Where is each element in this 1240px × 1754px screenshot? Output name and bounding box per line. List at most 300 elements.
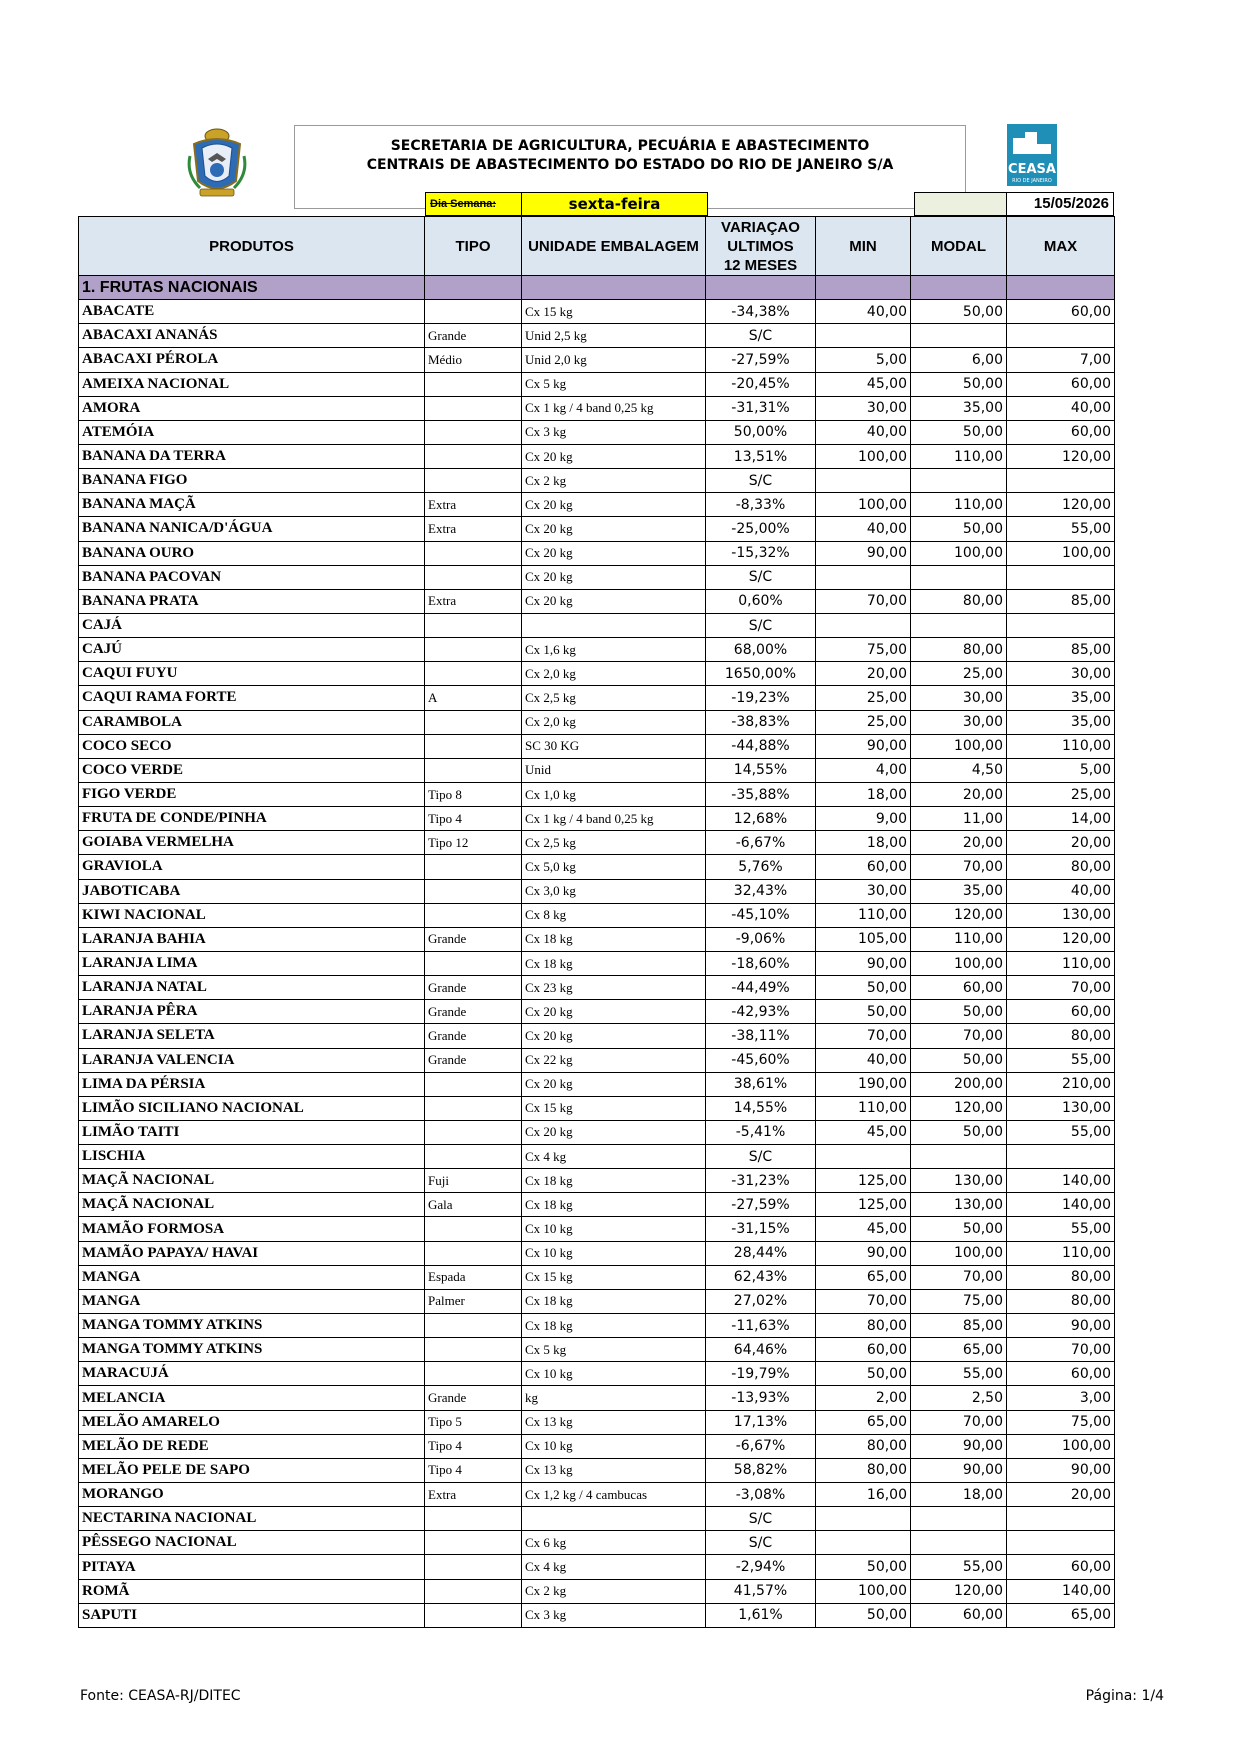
product-type: Tipo 4 (425, 1458, 522, 1482)
variation-12-months: -2,94% (706, 1555, 816, 1579)
product-unit: Cx 20 kg (522, 1120, 706, 1144)
variacao-header-line-1: VARIAÇAO (721, 218, 800, 236)
product-name: PÊSSEGO NACIONAL (79, 1531, 425, 1555)
price-max: 110,00 (1007, 951, 1115, 975)
table-header-row (79, 217, 1115, 276)
price-min: 2,00 (816, 1386, 911, 1410)
table-row (79, 1507, 1115, 1531)
price-modal (911, 1531, 1007, 1555)
variation-12-months: 0,60% (706, 589, 816, 613)
price-max (1007, 613, 1115, 637)
table-row (79, 396, 1115, 420)
product-name: MANGA TOMMY ATKINS (79, 1314, 425, 1338)
variation-12-months: -35,88% (706, 782, 816, 806)
variation-12-months: -19,23% (706, 686, 816, 710)
product-unit: Cx 3 kg (522, 420, 706, 444)
variation-12-months: -6,67% (706, 1434, 816, 1458)
product-unit: Cx 2 kg (522, 469, 706, 493)
variation-12-months: 14,55% (706, 758, 816, 782)
price-max: 85,00 (1007, 589, 1115, 613)
product-type (425, 855, 522, 879)
price-modal: 35,00 (911, 879, 1007, 903)
price-max: 60,00 (1007, 1362, 1115, 1386)
section-cell (522, 276, 706, 300)
product-unit: Cx 13 kg (522, 1410, 706, 1434)
product-name: KIWI NACIONAL (79, 903, 425, 927)
price-modal: 50,00 (911, 420, 1007, 444)
price-modal: 130,00 (911, 1193, 1007, 1217)
product-unit: Cx 3 kg (522, 1603, 706, 1627)
table-row (79, 831, 1115, 855)
product-type: Palmer (425, 1289, 522, 1313)
product-type (425, 1362, 522, 1386)
price-table (78, 216, 1115, 1628)
variation-12-months: 68,00% (706, 638, 816, 662)
table-row (79, 758, 1115, 782)
section-cell (816, 276, 911, 300)
product-type (425, 372, 522, 396)
product-unit: Cx 18 kg (522, 927, 706, 951)
variation-12-months: S/C (706, 613, 816, 637)
variation-12-months: -8,33% (706, 493, 816, 517)
price-modal: 35,00 (911, 396, 1007, 420)
price-modal: 75,00 (911, 1289, 1007, 1313)
product-type (425, 1579, 522, 1603)
table-row (79, 976, 1115, 1000)
price-modal: 11,00 (911, 807, 1007, 831)
product-type (425, 1314, 522, 1338)
variation-12-months: -38,11% (706, 1024, 816, 1048)
price-min (816, 324, 911, 348)
product-type (425, 638, 522, 662)
variation-12-months: 62,43% (706, 1265, 816, 1289)
variation-12-months: -13,93% (706, 1386, 816, 1410)
table-row (79, 348, 1115, 372)
variation-12-months: -31,15% (706, 1217, 816, 1241)
product-name: MARACUJÁ (79, 1362, 425, 1386)
product-unit: Cx 3,0 kg (522, 879, 706, 903)
price-max (1007, 1145, 1115, 1169)
product-name: MANGA (79, 1289, 425, 1313)
table-row (79, 782, 1115, 806)
variation-12-months: S/C (706, 469, 816, 493)
variation-12-months: -27,59% (706, 348, 816, 372)
price-min: 40,00 (816, 300, 911, 324)
price-modal: 110,00 (911, 444, 1007, 468)
price-min: 50,00 (816, 1362, 911, 1386)
header-title-line-2: CENTRAIS DE ABASTECIMENTO DO ESTADO DO RIO DE JANEIRO S/A (366, 157, 894, 173)
product-name: FRUTA DE CONDE/PINHA (79, 807, 425, 831)
product-unit: Cx 2,5 kg (522, 831, 706, 855)
price-max: 5,00 (1007, 758, 1115, 782)
table-row (79, 565, 1115, 589)
date-spacer-cell (914, 192, 1007, 216)
product-unit: Cx 20 kg (522, 1024, 706, 1048)
section-cell (706, 276, 816, 300)
product-unit: Cx 15 kg (522, 1096, 706, 1120)
price-modal: 90,00 (911, 1434, 1007, 1458)
product-type: Tipo 8 (425, 782, 522, 806)
table-row (79, 1531, 1115, 1555)
price-max: 30,00 (1007, 662, 1115, 686)
footer-source: Fonte: CEASA-RJ/DITEC (80, 1688, 241, 1704)
price-modal: 60,00 (911, 1603, 1007, 1627)
variation-12-months: -11,63% (706, 1314, 816, 1338)
variation-12-months: -31,23% (706, 1169, 816, 1193)
product-name: COCO SECO (79, 734, 425, 758)
product-unit (522, 613, 706, 637)
product-type (425, 903, 522, 927)
product-unit: Cx 5 kg (522, 1338, 706, 1362)
variation-12-months: -20,45% (706, 372, 816, 396)
product-unit: Cx 18 kg (522, 1314, 706, 1338)
product-name: LIMÃO TAITI (79, 1120, 425, 1144)
table-row (79, 324, 1115, 348)
variation-12-months: 27,02% (706, 1289, 816, 1313)
product-unit: Cx 18 kg (522, 1169, 706, 1193)
price-min: 90,00 (816, 951, 911, 975)
price-min: 4,00 (816, 758, 911, 782)
product-type (425, 444, 522, 468)
price-max: 140,00 (1007, 1193, 1115, 1217)
product-name: ROMÃ (79, 1579, 425, 1603)
product-name: BANANA NANICA/D'ÁGUA (79, 517, 425, 541)
price-max (1007, 469, 1115, 493)
header-title-line-1: SECRETARIA DE AGRICULTURA, PECUÁRIA E ABASTECIMENTO (390, 138, 870, 154)
product-name: GOIABA VERMELHA (79, 831, 425, 855)
product-unit: Cx 4 kg (522, 1555, 706, 1579)
table-row (79, 734, 1115, 758)
price-min: 45,00 (816, 1120, 911, 1144)
price-max: 90,00 (1007, 1314, 1115, 1338)
product-name: MANGA TOMMY ATKINS (79, 1338, 425, 1362)
table-row (79, 1169, 1115, 1193)
price-min: 40,00 (816, 420, 911, 444)
price-modal: 80,00 (911, 638, 1007, 662)
price-max: 55,00 (1007, 1120, 1115, 1144)
product-name: BANANA OURO (79, 541, 425, 565)
price-modal: 4,50 (911, 758, 1007, 782)
price-max: 120,00 (1007, 493, 1115, 517)
price-max: 110,00 (1007, 734, 1115, 758)
product-name: ABACATE (79, 300, 425, 324)
variation-12-months: -42,93% (706, 1000, 816, 1024)
column-header-max: MAX (1007, 217, 1115, 276)
price-min: 60,00 (816, 1338, 911, 1362)
price-min: 50,00 (816, 1000, 911, 1024)
column-header-modal: MODAL (911, 217, 1007, 276)
price-max (1007, 565, 1115, 589)
product-type: Tipo 5 (425, 1410, 522, 1434)
table-row (79, 1338, 1115, 1362)
price-max: 100,00 (1007, 541, 1115, 565)
table-row (79, 1096, 1115, 1120)
product-unit: Cx 1,2 kg / 4 cambucas (522, 1483, 706, 1507)
table-row (79, 1000, 1115, 1024)
product-type (425, 396, 522, 420)
price-modal: 120,00 (911, 1579, 1007, 1603)
price-modal: 65,00 (911, 1338, 1007, 1362)
price-min: 125,00 (816, 1193, 911, 1217)
product-name: MELÃO PELE DE SAPO (79, 1458, 425, 1482)
table-row (79, 444, 1115, 468)
product-type: Tipo 12 (425, 831, 522, 855)
product-type: Extra (425, 493, 522, 517)
table-row (79, 1410, 1115, 1434)
table-row (79, 1579, 1115, 1603)
variation-12-months: -27,59% (706, 1193, 816, 1217)
table-row (79, 1434, 1115, 1458)
price-modal: 50,00 (911, 1000, 1007, 1024)
price-min (816, 1507, 911, 1531)
price-max: 60,00 (1007, 300, 1115, 324)
product-name: LIMA DA PÉRSIA (79, 1072, 425, 1096)
price-modal: 70,00 (911, 1265, 1007, 1289)
variacao-header-line-2: ULTIMOS (727, 237, 794, 255)
variation-12-months: 5,76% (706, 855, 816, 879)
price-max: 3,00 (1007, 1386, 1115, 1410)
price-min: 100,00 (816, 493, 911, 517)
variation-12-months: -34,38% (706, 300, 816, 324)
ceasa-logo-text: CEASA (1008, 162, 1056, 177)
product-unit: Cx 13 kg (522, 1458, 706, 1482)
product-type (425, 1507, 522, 1531)
price-min: 70,00 (816, 589, 911, 613)
product-type: Grande (425, 1386, 522, 1410)
product-unit: Cx 18 kg (522, 1289, 706, 1313)
price-min: 100,00 (816, 1579, 911, 1603)
price-modal: 50,00 (911, 1048, 1007, 1072)
price-max: 70,00 (1007, 976, 1115, 1000)
product-unit (522, 1507, 706, 1531)
price-modal: 70,00 (911, 855, 1007, 879)
section-row (79, 276, 1115, 300)
table-row (79, 1483, 1115, 1507)
column-header-produtos: PRODUTOS (79, 217, 425, 276)
product-name: BANANA PRATA (79, 589, 425, 613)
table-row (79, 1241, 1115, 1265)
product-unit: Cx 20 kg (522, 444, 706, 468)
product-name: LARANJA VALENCIA (79, 1048, 425, 1072)
product-type: Grande (425, 1000, 522, 1024)
price-modal: 6,00 (911, 348, 1007, 372)
product-name: PITAYA (79, 1555, 425, 1579)
variation-12-months: 1650,00% (706, 662, 816, 686)
table-row (79, 662, 1115, 686)
price-max: 110,00 (1007, 1241, 1115, 1265)
product-unit: Cx 10 kg (522, 1434, 706, 1458)
price-min: 18,00 (816, 782, 911, 806)
product-type (425, 613, 522, 637)
table-row (79, 1362, 1115, 1386)
product-name: AMORA (79, 396, 425, 420)
product-name: MAÇÃ NACIONAL (79, 1193, 425, 1217)
table-row (79, 300, 1115, 324)
product-type: Tipo 4 (425, 1434, 522, 1458)
product-unit: Cx 1,0 kg (522, 782, 706, 806)
price-min (816, 613, 911, 637)
product-unit: Unid (522, 758, 706, 782)
price-max: 14,00 (1007, 807, 1115, 831)
price-modal: 100,00 (911, 1241, 1007, 1265)
table-row (79, 1289, 1115, 1313)
product-name: LARANJA NATAL (79, 976, 425, 1000)
variation-12-months: 38,61% (706, 1072, 816, 1096)
price-max (1007, 324, 1115, 348)
price-max: 140,00 (1007, 1579, 1115, 1603)
price-modal: 55,00 (911, 1555, 1007, 1579)
product-name: LARANJA BAHIA (79, 927, 425, 951)
product-name: MORANGO (79, 1483, 425, 1507)
price-modal: 100,00 (911, 541, 1007, 565)
price-min: 70,00 (816, 1289, 911, 1313)
product-type (425, 565, 522, 589)
product-name: CAQUI FUYU (79, 662, 425, 686)
product-name: BANANA FIGO (79, 469, 425, 493)
price-modal: 50,00 (911, 1217, 1007, 1241)
variation-12-months: -31,31% (706, 396, 816, 420)
price-modal: 100,00 (911, 951, 1007, 975)
variation-12-months: -18,60% (706, 951, 816, 975)
variation-12-months: -3,08% (706, 1483, 816, 1507)
price-max: 210,00 (1007, 1072, 1115, 1096)
table-row (79, 1458, 1115, 1482)
price-min: 45,00 (816, 372, 911, 396)
product-type: Grande (425, 324, 522, 348)
variation-12-months: -5,41% (706, 1120, 816, 1144)
product-unit: Cx 2 kg (522, 1579, 706, 1603)
price-min: 65,00 (816, 1265, 911, 1289)
variation-12-months: -45,60% (706, 1048, 816, 1072)
product-type: Grande (425, 927, 522, 951)
table-row (79, 807, 1115, 831)
product-name: LARANJA SELETA (79, 1024, 425, 1048)
product-type (425, 1555, 522, 1579)
table-row (79, 1603, 1115, 1627)
product-name: CAQUI RAMA FORTE (79, 686, 425, 710)
price-max: 35,00 (1007, 710, 1115, 734)
variation-12-months: S/C (706, 1507, 816, 1531)
product-unit: Cx 2,0 kg (522, 710, 706, 734)
variation-12-months: S/C (706, 565, 816, 589)
table-row (79, 613, 1115, 637)
price-modal (911, 1145, 1007, 1169)
report-date: 15/05/2026 (1007, 192, 1114, 216)
price-min: 75,00 (816, 638, 911, 662)
product-type (425, 1217, 522, 1241)
product-unit: Cx 20 kg (522, 589, 706, 613)
price-min: 80,00 (816, 1314, 911, 1338)
footer-page-number: Página: 1/4 (1085, 1688, 1164, 1704)
variation-12-months: 58,82% (706, 1458, 816, 1482)
price-modal: 110,00 (911, 493, 1007, 517)
price-max (1007, 1507, 1115, 1531)
variation-12-months: 28,44% (706, 1241, 816, 1265)
price-min: 18,00 (816, 831, 911, 855)
product-unit: Cx 1 kg / 4 band 0,25 kg (522, 396, 706, 420)
product-type (425, 758, 522, 782)
price-modal: 100,00 (911, 734, 1007, 758)
product-unit: Cx 10 kg (522, 1217, 706, 1241)
column-header-tipo: TIPO (425, 217, 522, 276)
product-type: Médio (425, 348, 522, 372)
table-row (79, 903, 1115, 927)
price-modal: 60,00 (911, 976, 1007, 1000)
product-unit: SC 30 KG (522, 734, 706, 758)
table-row (79, 879, 1115, 903)
section-title: 1. FRUTAS NACIONAIS (79, 276, 425, 300)
product-name: BANANA DA TERRA (79, 444, 425, 468)
product-name: NECTARINA NACIONAL (79, 1507, 425, 1531)
product-name: SAPUTI (79, 1603, 425, 1627)
price-min (816, 1145, 911, 1169)
table-row (79, 1145, 1115, 1169)
product-type (425, 1145, 522, 1169)
price-min: 30,00 (816, 879, 911, 903)
product-type: Espada (425, 1265, 522, 1289)
price-max: 120,00 (1007, 444, 1115, 468)
price-modal: 50,00 (911, 1120, 1007, 1144)
price-modal: 200,00 (911, 1072, 1007, 1096)
product-type (425, 1338, 522, 1362)
table-row (79, 951, 1115, 975)
product-type: Gala (425, 1193, 522, 1217)
price-max: 80,00 (1007, 1024, 1115, 1048)
table-row (79, 1265, 1115, 1289)
product-type (425, 469, 522, 493)
price-modal (911, 324, 1007, 348)
price-max: 130,00 (1007, 903, 1115, 927)
price-max: 80,00 (1007, 855, 1115, 879)
product-name: MELÃO DE REDE (79, 1434, 425, 1458)
price-modal: 70,00 (911, 1410, 1007, 1434)
product-unit: Cx 23 kg (522, 976, 706, 1000)
product-type (425, 1241, 522, 1265)
product-type (425, 1603, 522, 1627)
price-modal (911, 613, 1007, 637)
product-unit: Unid 2,5 kg (522, 324, 706, 348)
product-unit: Cx 10 kg (522, 1362, 706, 1386)
price-min: 125,00 (816, 1169, 911, 1193)
product-unit: Cx 5 kg (522, 372, 706, 396)
product-unit: Cx 20 kg (522, 1000, 706, 1024)
table-row (79, 1386, 1115, 1410)
section-cell (1007, 276, 1115, 300)
product-type (425, 951, 522, 975)
table-row (79, 1217, 1115, 1241)
product-name: BANANA PACOVAN (79, 565, 425, 589)
price-min: 20,00 (816, 662, 911, 686)
variation-12-months: S/C (706, 1531, 816, 1555)
price-max: 120,00 (1007, 927, 1115, 951)
price-max: 60,00 (1007, 1555, 1115, 1579)
product-type (425, 1096, 522, 1120)
variation-12-months: 12,68% (706, 807, 816, 831)
variation-12-months: -9,06% (706, 927, 816, 951)
product-name: MAMÃO PAPAYA/ HAVAI (79, 1241, 425, 1265)
variation-12-months: 32,43% (706, 879, 816, 903)
product-type (425, 710, 522, 734)
price-modal: 18,00 (911, 1483, 1007, 1507)
product-type: Grande (425, 976, 522, 1000)
price-max: 70,00 (1007, 1338, 1115, 1362)
product-type (425, 1120, 522, 1144)
table-row (79, 686, 1115, 710)
product-type (425, 1072, 522, 1096)
table-row (79, 1314, 1115, 1338)
price-min: 25,00 (816, 686, 911, 710)
product-unit: Cx 4 kg (522, 1145, 706, 1169)
